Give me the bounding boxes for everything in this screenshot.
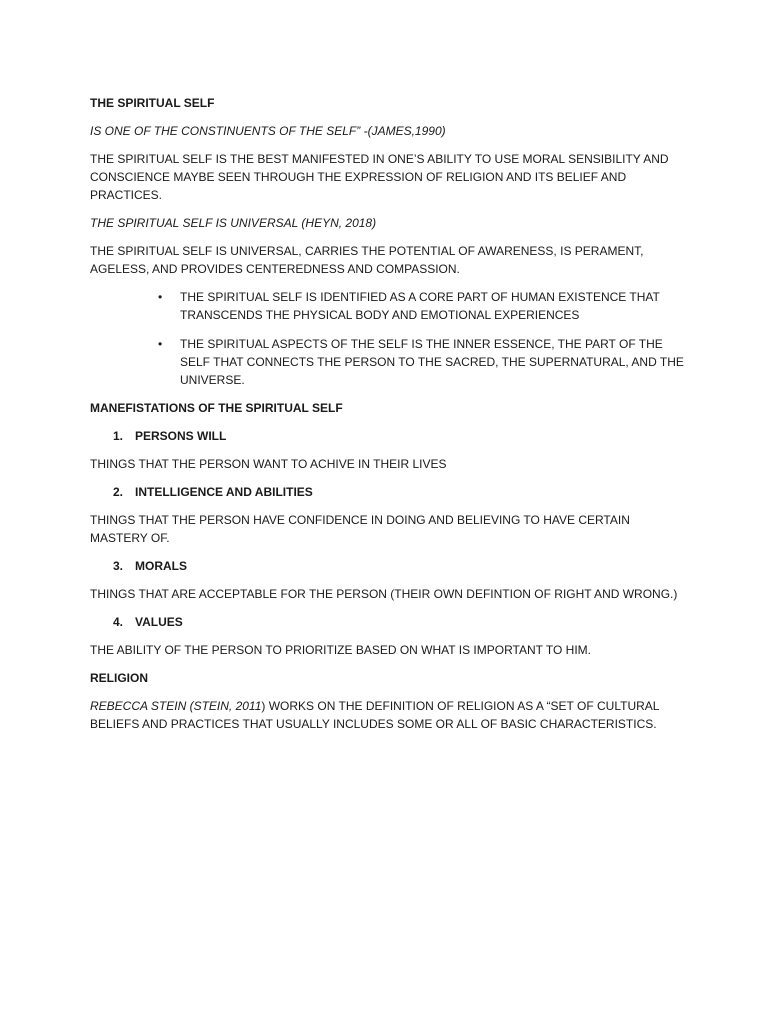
item-description: THINGS THAT ARE ACCEPTABLE FOR THE PERSON (THEIR OWN DEFINTION OF RIGHT AND WRONG.) [90, 587, 678, 601]
list-item [90, 288, 690, 324]
citation-stein: REBECCA STEIN (STEIN, 2011 [90, 699, 262, 713]
item-title: PERSONS WILL [135, 429, 227, 443]
list-item [90, 335, 690, 389]
document-body [90, 94, 690, 733]
numbered-item-values [90, 613, 690, 631]
bullet-list [90, 288, 690, 389]
bullet-text: THE SPIRITUAL ASPECTS OF THE SELF IS THE INNER ESSENCE, THE PART OF THE SELF THAT CONNECTS THE PERSON TO THE SACRED, THE SUPERNATURAL, AND THE UNIVERSE. [180, 337, 684, 387]
paragraph-universal: THE SPIRITUAL SELF IS UNIVERSAL, CARRIES THE POTENTIAL OF AWARENESS, IS PERAMENT, AGELESS, AND PROVIDES CENTEREDNESS AND COMPASSION. [90, 244, 644, 276]
bullet-icon: • [158, 337, 163, 351]
religion-definition: ) WORKS ON THE DEFINITION OF RELIGION AS A “SET OF CULTURAL BELIEFS AND PRACTICES THAT USUALLY INCLUDES SOME OR ALL OF BASIC CHARACTERISTICS. [90, 699, 660, 731]
item-number: 3. [113, 559, 124, 573]
bullet-text: THE SPIRITUAL SELF IS IDENTIFIED AS A CORE PART OF HUMAN EXISTENCE THAT TRANSCENDS THE PHYSICAL BODY AND EMOTIONAL EXPERIENCES [180, 290, 660, 322]
document-title: THE SPIRITUAL SELF [90, 96, 215, 110]
paragraph-religion [90, 697, 690, 733]
item-number: 1. [113, 429, 124, 443]
item-title: VALUES [135, 615, 183, 629]
numbered-item-intelligence [90, 483, 690, 501]
religion-heading: RELIGION [90, 671, 149, 685]
bullet-icon: • [158, 290, 163, 304]
quote-heyn: THE SPIRITUAL SELF IS UNIVERSAL (HEYN, 2018) [90, 216, 377, 230]
quote-james: IS ONE OF THE CONSTINUENTS OF THE SELF” -(JAMES,1990) [90, 124, 446, 138]
manifestations-heading: MANEFISTATIONS OF THE SPIRITUAL SELF [90, 401, 343, 415]
item-title: MORALS [135, 559, 187, 573]
item-title: INTELLIGENCE AND ABILITIES [135, 485, 313, 499]
item-description: THINGS THAT THE PERSON HAVE CONFIDENCE IN DOING AND BELIEVING TO HAVE CERTAIN MASTERY OF. [90, 513, 630, 545]
item-description: THINGS THAT THE PERSON WANT TO ACHIVE IN THEIR LIVES [90, 457, 447, 471]
item-number: 2. [113, 485, 124, 499]
item-description: THE ABILITY OF THE PERSON TO PRIORITIZE BASED ON WHAT IS IMPORTANT TO HIM. [90, 643, 591, 657]
numbered-item-morals [90, 557, 690, 575]
numbered-item-persons-will [90, 427, 690, 445]
item-number: 4. [113, 615, 124, 629]
paragraph-spiritual-self: THE SPIRITUAL SELF IS THE BEST MANIFESTED IN ONE’S ABILITY TO USE MORAL SENSIBILITY AND CONSCIENCE MAYBE SEEN THROUGH THE EXPRESSION OF RELIGION AND ITS BELIEF AND PRACTICES. [90, 152, 669, 202]
